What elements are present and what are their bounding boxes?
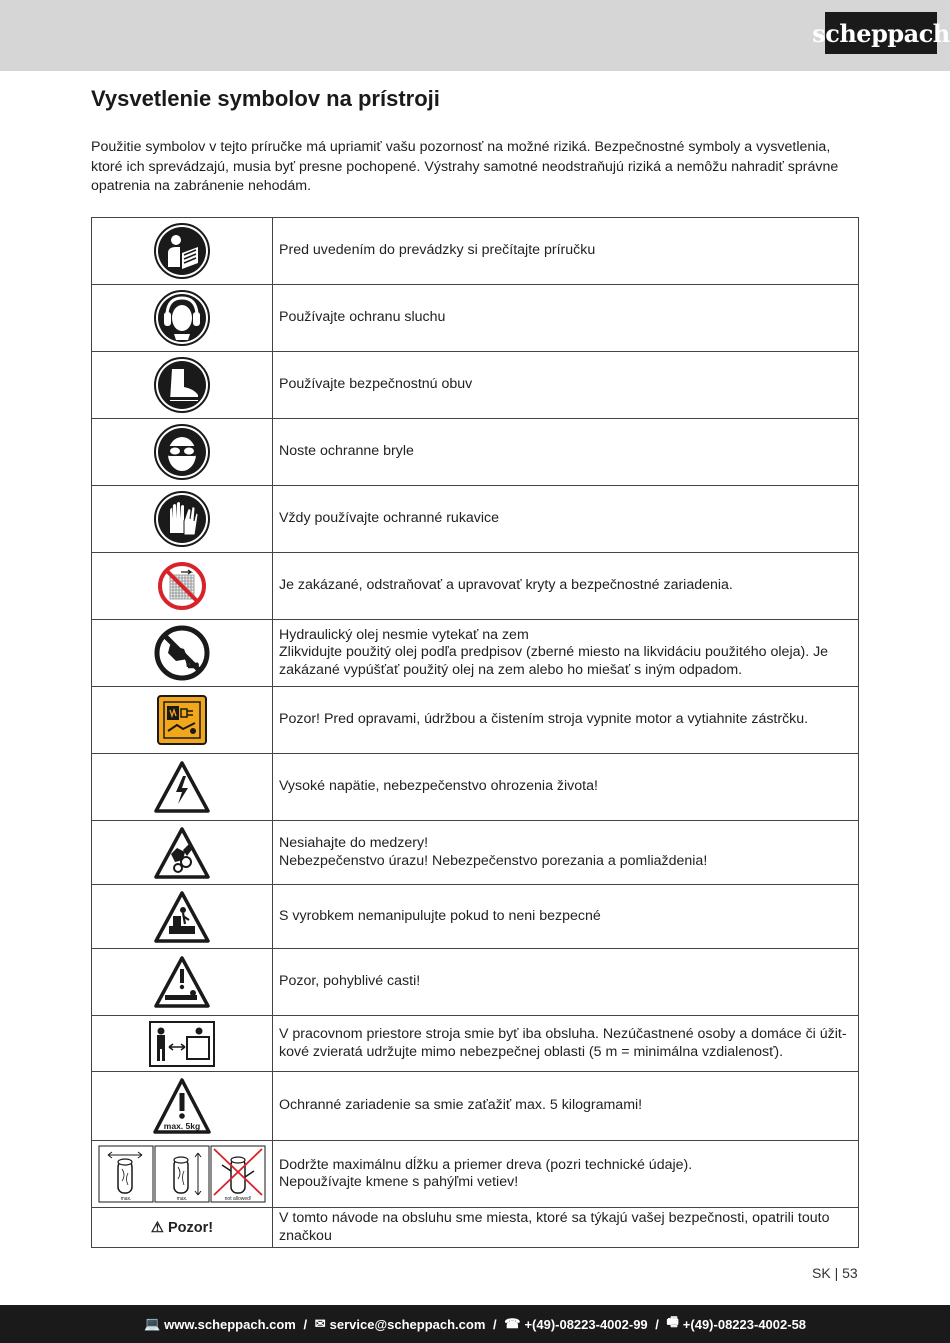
max-load-icon — [92, 1072, 273, 1141]
phone-number: +(49)-08223-4002-99 — [524, 1316, 648, 1332]
intro-paragraph: Použitie symbolov v tejto príručke má upriamiť vašu pozornosť na možné riziká. Bezpečnostné symboly a vysvetlenia, ktoré ich sprevádzajú, musia byť presne pochopené. Výstrahy samotné neodstraňujú riziká a nemôžu nahradiť správne opatrenia na zabránenie nehodám. — [91, 139, 839, 194]
high-voltage-icon — [92, 754, 273, 821]
log-label-not-allowed: not allowed! — [224, 1196, 252, 1202]
page-number: SK | 53 — [812, 1265, 858, 1281]
computer-icon: 💻 — [143, 1316, 161, 1331]
table-row — [92, 754, 859, 821]
symbol-description: Pred uvedením do prevádzky si prečítajte príručku — [273, 218, 859, 285]
symbol-description: Hydraulický olej nesmie vytekať na zem Zlikvidujte použitý olej podľa predpisov (zberné miesto na likvidáciu použitého oleja). Je zakázané vypúšťať použitý olej na zem alebo ho miešať s iným odpadom. — [273, 620, 859, 687]
moving-parts-icon — [92, 949, 273, 1016]
table-row — [92, 553, 859, 620]
symbol-description: Dodržte maximálnu dĺžku a priemer dreva (pozri technické údaje). Nepoužívajte kmene s pahýľmi vetiev! — [273, 1141, 859, 1208]
warning-icon: ⚠ Pozor! — [92, 1208, 273, 1248]
page-title: Vysvetlenie symbolov na prístroji — [91, 86, 440, 111]
table-row — [92, 486, 859, 553]
table-row — [92, 1016, 859, 1072]
symbol-description: Vysoké napätie, nebezpečenstvo ohrozenia života! — [273, 754, 859, 821]
warning-label: Pozor! — [167, 1219, 214, 1236]
email-link[interactable]: service@scheppach.com — [329, 1316, 486, 1332]
gloves-icon — [92, 486, 273, 553]
symbol-description: Vždy používajte ochranné rukavice — [273, 486, 859, 553]
fax-number: +(49)-08223-4002-58 — [682, 1316, 807, 1332]
table-row — [92, 821, 859, 885]
keep-distance-icon — [92, 1016, 273, 1072]
symbol-description: Ochranné zariadenie sa smie zaťažiť max. 5 kilogramami! — [273, 1072, 859, 1141]
website-link[interactable]: www.scheppach.com — [164, 1316, 296, 1332]
max-load-label: max. 5kg — [163, 1121, 201, 1131]
symbol-description: V pracovnom priestore stroja smie byť iba obsluha. Nezúčastnené osoby a domáce či úžit-kové zvieratá udržujte mimo nebezpečnej oblasti (5 m = minimálna vzdialenosť). — [273, 1016, 859, 1072]
table-row — [92, 885, 859, 949]
no-oil-spill-icon — [92, 620, 273, 687]
log-label-max-length: max. — [176, 1196, 188, 1202]
hearing-protection-icon — [92, 285, 273, 352]
symbol-description: Je zakázané, odstraňovať a upravovať kryty a bezpečnostné zariadenia. — [273, 553, 859, 620]
safety-goggles-icon — [92, 419, 273, 486]
machine-handling-icon — [92, 885, 273, 949]
header-bar — [0, 0, 950, 71]
crush-hand-icon — [92, 821, 273, 885]
symbol-description: Používajte bezpečnostnú obuv — [273, 352, 859, 419]
safety-boots-icon — [92, 352, 273, 419]
fax-icon: 🖷 — [666, 1314, 679, 1329]
log-label-max-diameter: max. — [120, 1196, 132, 1202]
table-row — [92, 949, 859, 1016]
symbol-description: Pozor, pohyblivé casti! — [273, 949, 859, 1016]
table-row — [92, 352, 859, 419]
symbol-description: V tomto návode na obsluhu sme miesta, ktoré sa týkajú vašej bezpečnosti, opatrili touto značkou — [273, 1208, 859, 1248]
table-row — [92, 1072, 859, 1141]
table-row — [92, 1141, 859, 1208]
symbol-description: S vyrobkem nemanipulujte pokud to neni bezpecné — [273, 885, 859, 949]
table-row — [92, 1208, 859, 1248]
unplug-before-maintenance-icon — [92, 687, 273, 754]
scheppach-logo: scheppach — [825, 12, 937, 54]
log-dimensions-icon — [92, 1141, 273, 1208]
symbol-description: Používajte ochranu sluchu — [273, 285, 859, 352]
phone-icon: ☎ — [504, 1316, 521, 1331]
footer-bar: 💻 www.scheppach.com / ✉ service@scheppach.com / ☎ +(49)-08223-4002-99 / 🖷 +(49)-08223-4002-58 — [0, 1305, 950, 1343]
symbol-description: Noste ochranne bryle — [273, 419, 859, 486]
table-row — [92, 620, 859, 687]
mail-icon: ✉ — [314, 1316, 326, 1331]
table-row — [92, 687, 859, 754]
read-manual-icon — [92, 218, 273, 285]
table-row — [92, 218, 859, 285]
symbols-table — [91, 217, 859, 1248]
table-row — [92, 285, 859, 352]
symbol-description: Pozor! Pred opravami, údržbou a čistením stroja vypnite motor a vytiahnite zástrčku. — [273, 687, 859, 754]
table-row — [92, 419, 859, 486]
symbol-description: Nesiahajte do medzery! Nebezpečenstvo úrazu! Nebezpečenstvo porezania a pomliaždenia! — [273, 821, 859, 885]
no-guard-removal-icon — [92, 553, 273, 620]
